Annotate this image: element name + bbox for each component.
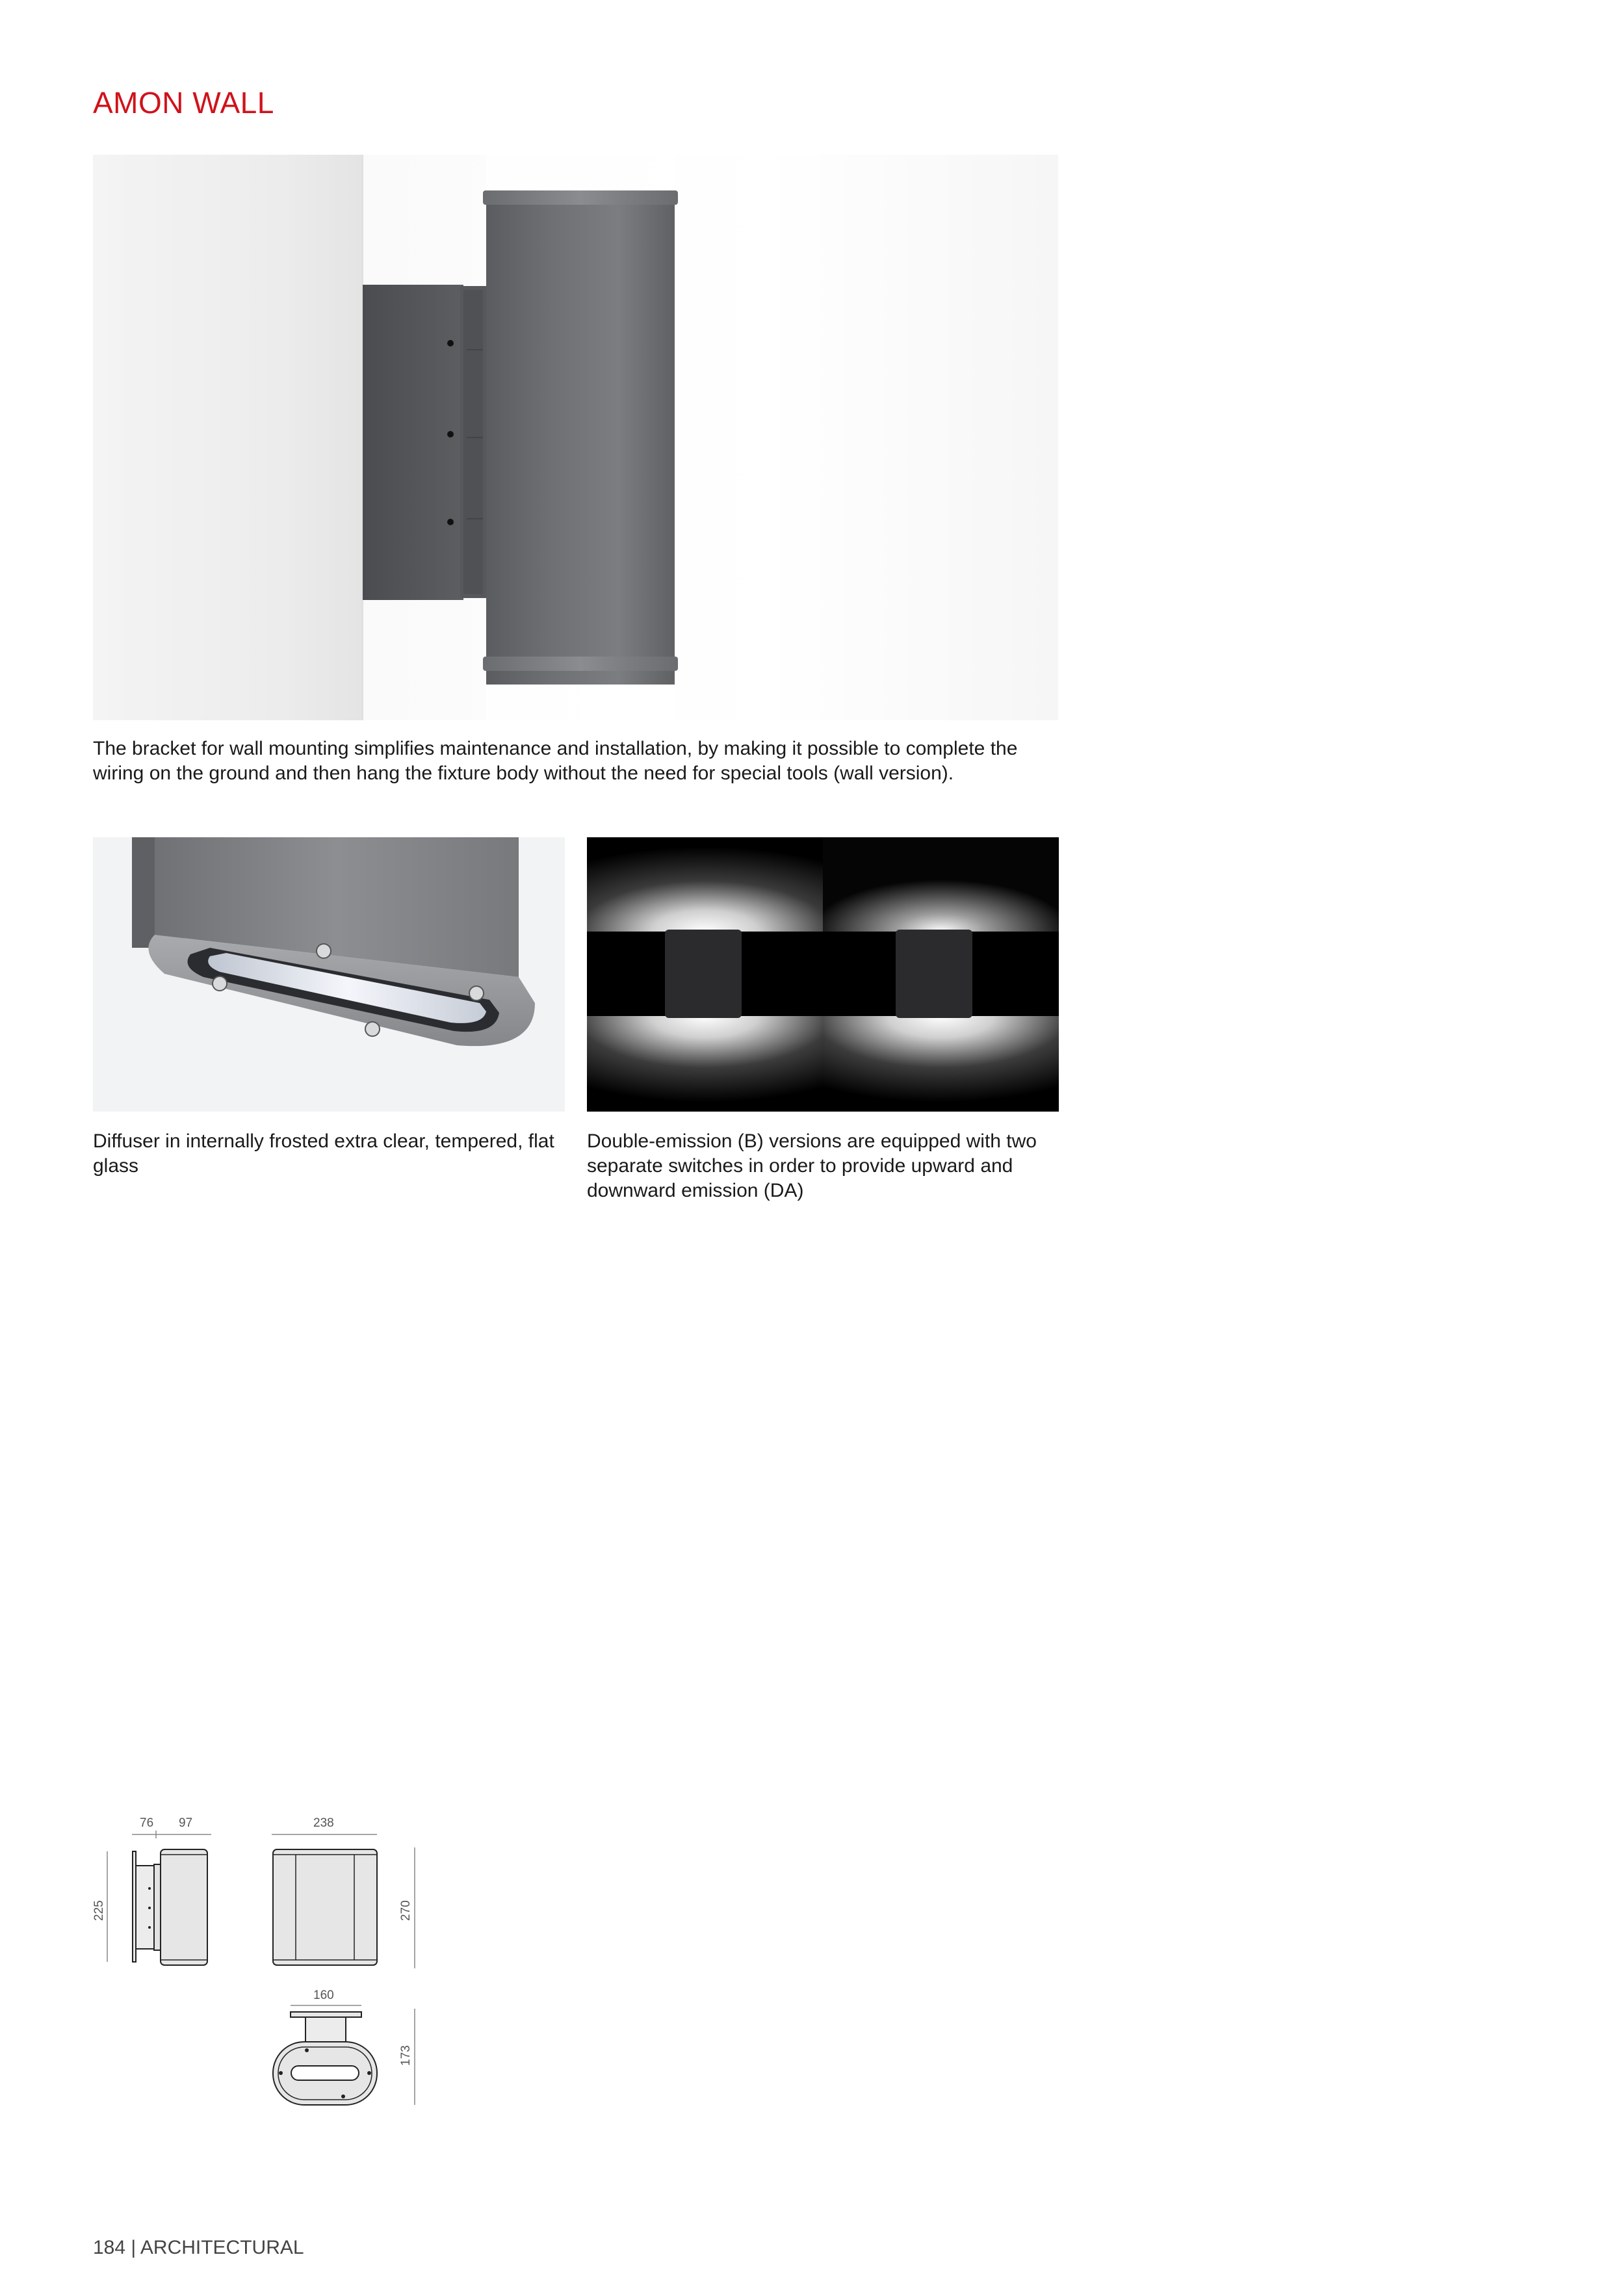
page-number: 184 — [93, 2237, 126, 2258]
dim-top-width: 160 — [313, 1989, 334, 2002]
top-view-drawing — [273, 1989, 415, 2105]
technical-drawings — [84, 1801, 435, 2126]
dim-side-body: 97 — [179, 1816, 193, 1830]
diffuser-caption: Diffuser in internally frosted extra clear, tempered, flat glass — [93, 1130, 554, 1177]
emission-photo — [587, 837, 1059, 1112]
dim-front-height: 270 — [399, 1900, 413, 1921]
hero-caption: The bracket for wall mounting simplifies maintenance and installation, by making it possible to complete the wiring on the ground and then hang the fixture body without the need for special tools (wall version). — [93, 738, 1018, 784]
dim-front-width: 238 — [313, 1816, 334, 1830]
dim-side-height: 225 — [92, 1900, 106, 1921]
front-view-drawing — [272, 1816, 415, 1968]
page-footer — [93, 2238, 304, 2258]
dim-top-depth: 173 — [399, 2045, 413, 2066]
dim-side-bracket: 76 — [140, 1816, 154, 1830]
emission-caption: Double-emission (B) versions are equipped with two separate switches in order to provide upward and downward emission (DA) — [587, 1130, 1037, 1201]
page-title: AMON WALL — [93, 86, 274, 120]
hero-product-image — [93, 155, 1058, 720]
footer-separator: | — [131, 2237, 136, 2258]
footer-section: ARCHITECTURAL — [140, 2237, 304, 2258]
side-view-drawing — [92, 1816, 211, 1965]
diffuser-photo — [93, 837, 565, 1112]
